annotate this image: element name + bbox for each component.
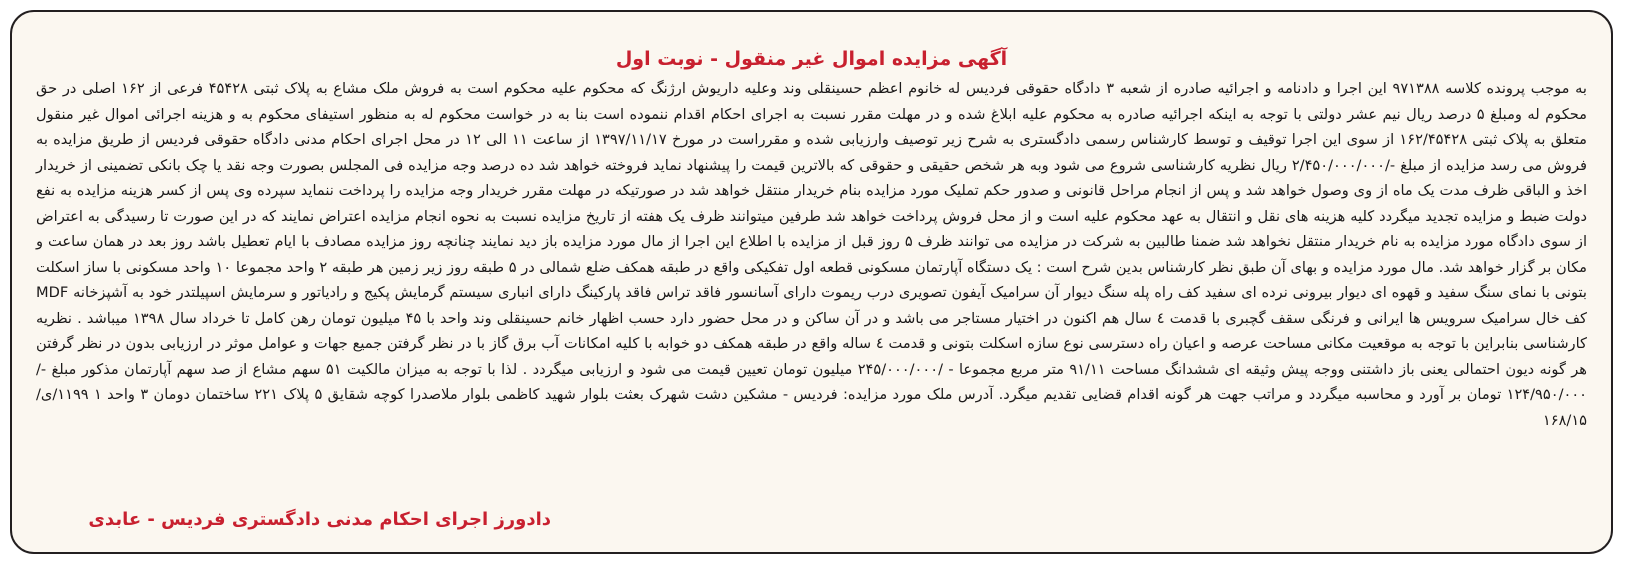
notice-title: آگهی مزایده اموال غیر منقول - نوبت اول [615, 48, 1008, 70]
notice-signature: دادورز اجرای احکام مدنی دادگستری فردیس - عابدی [88, 509, 551, 530]
notice-body: به موجب پرونده کلاسه ۹۷۱۳۸۸ این اجرا و دادنامه و اجرائیه صادره از شعبه ۳ دادگاه حقوقی فردیس له خانوم اعظم حسینقلی وند وعلیه داریوش ارژنگ که محکوم علیه محکوم است به فروش ملک مشاع به پلاک ثبتی ۴۵۴۲۸ فرعی از ۱۶۲ اصلی در حق محکوم له ومبلغ ۵ درصد ریال نیم عشر دولتی با توجه به اینکه اجرائیه صادره به محکوم علیه ابلاغ شده و در مهلت مقرر نسبت به اجرای احکام اقدام ننموده است بنا به در خواست محکوم له به منظور استیفای محکوم به و هزینه اجرائی اموال غیر منقول متعلق به پلاک ثبتی ۱۶۲/۴۵۴۲۸ از سوی این اجرا توقیف و توسط کارشناس رسمی دادگستری به شرح زیر توصیف وارزیابی شده و مقرراست در مورخ ۱۳۹۷/۱۱/۱۷ از ساعت ۱۱ الی ۱۲ در محل اجرای احکام مدنی دادگاه حقوقی فردیس از طریق مزایده به فروش می رسد مزایده از مبلغ -/۲/۴۵۰/۰۰۰/۰۰۰ ریال نظریه کارشناسی شروع می شود وبه هر شخص حقیقی و حقوقی که بالاترین قیمت را پیشنهاد نماید فروخته خواهد شد ده درصد وجه مزایده فی المجلس بصورت وجه نقد یا چک بانکی تضمینی از خریدار اخذ و الباقی ظرف مدت یک ماه از وی وصول خواهد شد و پس از انجام مراحل قانونی و صدور حکم تملیک مورد مزایده بنام خریدار منتقل خواهد شد در صورتیکه در مهلت مقرر خریدار وجه مزایده را پرداخت ننماید سپرده وی پس از کسر هزینه مزایده به نفع دولت ضبط و مزایده تجدید میگردد کلیه هزینه های نقل و انتقال به عهد محکوم علیه است و از محل فروش پرداخت خواهد شد طرفین میتوانند ظرف یک هفته از تاریخ مزایده نسبت به نحوه انجام مزایده اعتراض نمایند که در این صورت تا رسیدگی به اعتراض از سوی دادگاه مورد مزایده به نام خریدار منتقل نخواهد شد ضمنا طالبین به شرکت در مزایده می توانند ظرف ۵ روز قبل از مزایده با اطلاع این اجرا از مال مورد مزایده باز دید نمایند چنانچه روز مزایده مصادف با ایام تعطیل باشد روز بعد در همان ساعت و مکان بر گزار خواهد شد. مال مورد مزایده و بهای آن طبق نظر کارشناس بدین شرح است : یک دستگاه آپارتمان مسکونی قطعه اول تفکیکی واقع در طبقه همکف ضلع شمالی در ۵ طبقه روز زیر زمین هر طبقه ۲ واحد مجموعا ۱۰ واحد مسکونی با ساز اسکلت بتونی با نمای سنگ سفید و قهوه ای دیوار بیرونی نرده ای سفید کف راه پله سنگ دیوار آن سرامیک آیفون تصویری درب ریموت دارای آسانسور فاقد تراس فاقد پارکینگ دارای انباری سیستم گرمایش پکیج و رادیاتور و سرمایش اسپیلتدر خود به آشپزخانه MDF کف خال سرامیک سرویس ها ایرانی و فرنگی سقف گچبری با قدمت ٤ سال هم اکنون در اختیار مستاجر می باشد و در آن ساکن و در محل حضور دارد حسب اظهار خانم حسینقلی وند واحد با ۴۵ میلیون تومان رهن کامل تا خرداد سال ۱۳۹۸ میباشد . نظریه کارشناسی بنابراین با توجه به موقعیت مکانی مساحت عرصه و اعیان راه دسترسی نوع سازه اسکلت بتونی و قدمت ٤ ساله واقع در طبقه همکف دو خوابه با کلیه امکانات آب برق گاز با در نظر گرفتن جمیع جهات و عوامل موثر در ارزیابی بدون در نظر گرفتن هر گونه دیون احتمالی یعنی باز داشتنی ووجه پیش وثیقه ای ششدانگ مساحت ۹۱/۱۱ متر مربع مجموعا - /۲۴۵/۰۰۰/۰۰۰ میلیون تومان تعیین قیمت می شود و ارزیابی میگردد . لذا با توجه به میزان مالکیت ۵۱ سهم مشاع از صد سهم آپارتمان مذکور مبلغ -/۱۲۴/۹۵۰/۰۰۰ تومان بر آورد و محاسبه میگردد و مراتب جهت هر گونه اقدام قضایی تقدیم میگرد. آدرس ملک مورد مزایده: فردیس - مشکین دشت شهرک بعثت بلوار شهید کاظمی بلوار ملاصدرا کوچه شقایق ۵ پلاک ۲۲۱ ساختمان دومان ۳ واحد ۱ ۱۱۹۹/ی/۱۶۸/۱۵ [36, 80, 1588, 429]
notice-frame [10, 10, 1613, 554]
